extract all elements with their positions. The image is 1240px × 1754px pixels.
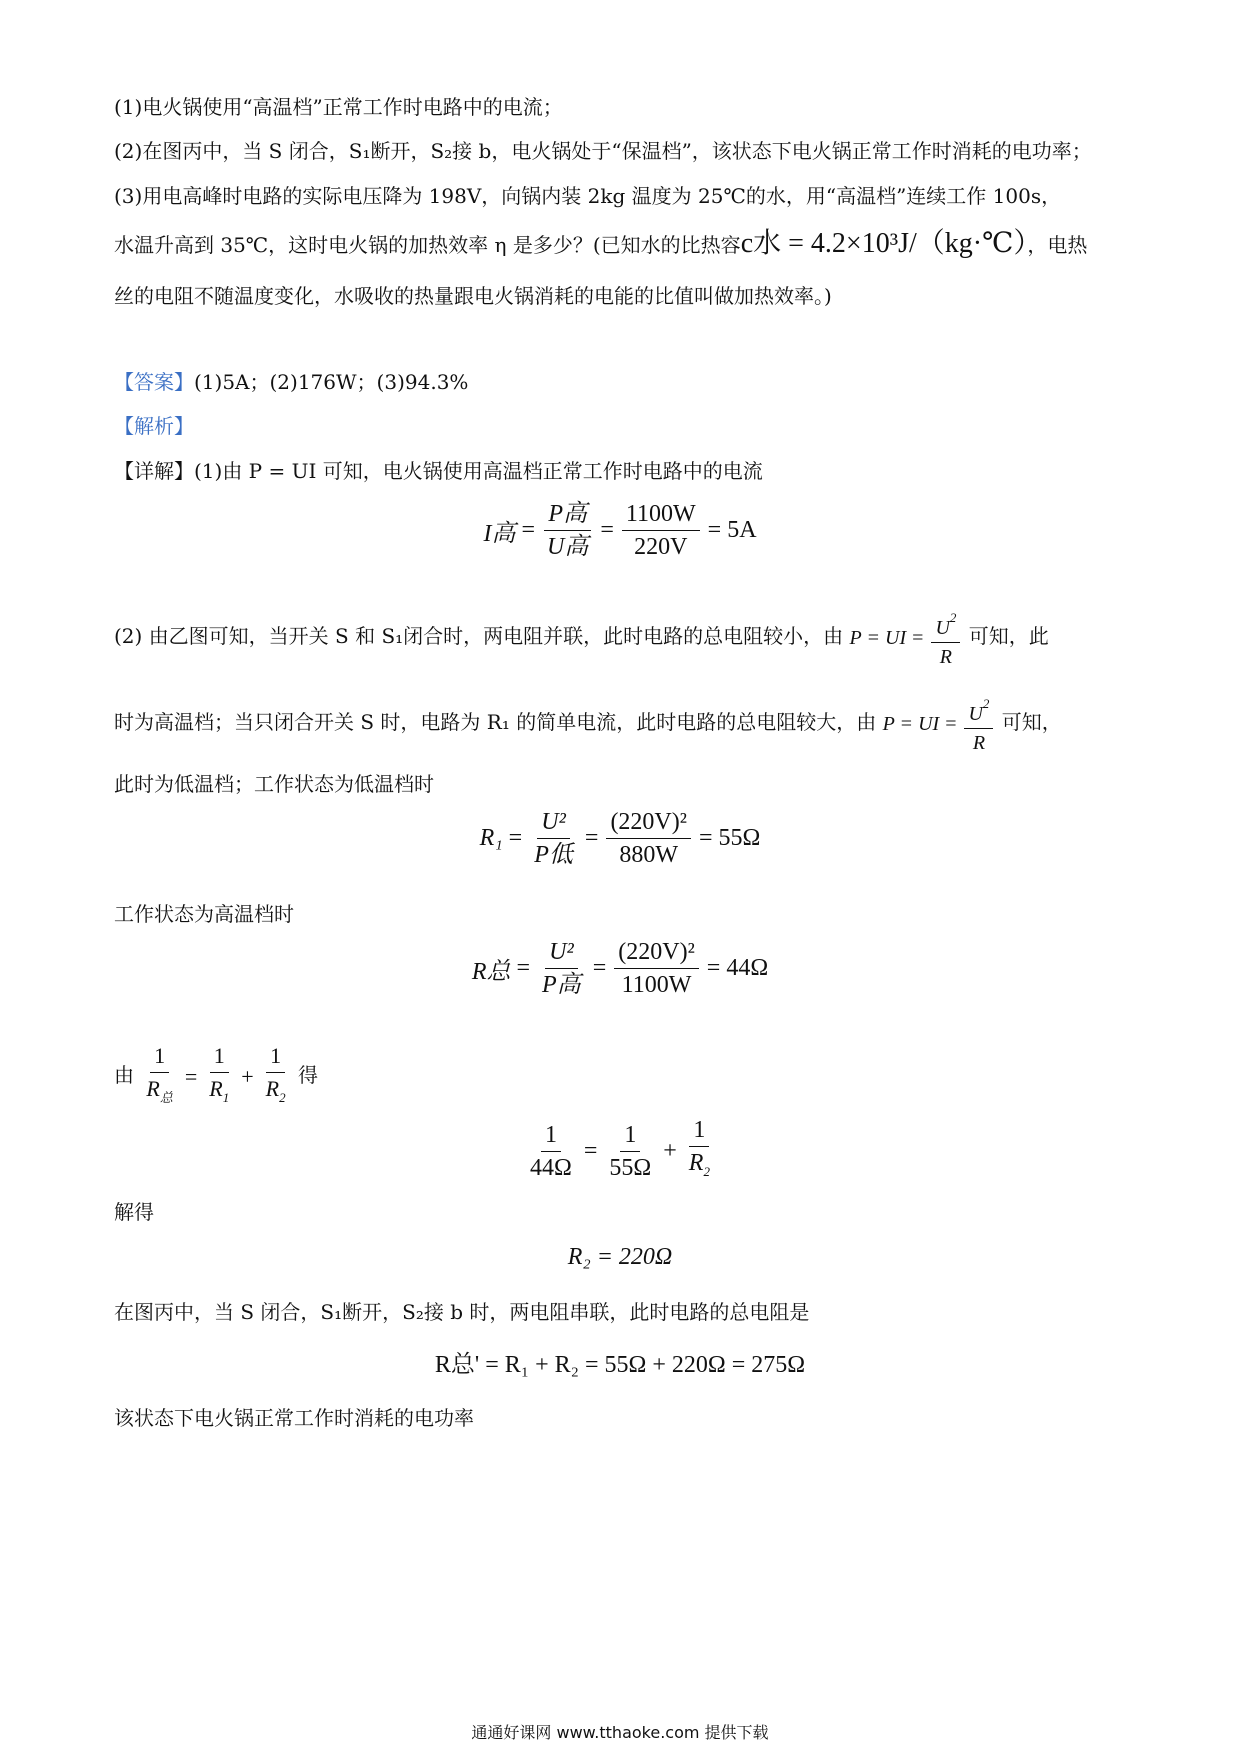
eq7-text: R总' = R₁ + R₂ = 55Ω + 220Ω = 275Ω <box>434 1352 806 1378</box>
answer-line <box>114 366 1130 398</box>
power-formula-inline-2: P = UI = $\frac{U^2}{R}$ <box>883 692 996 756</box>
eq3-denominator: P高 <box>542 972 581 998</box>
eq3-numerator: U² <box>545 938 578 969</box>
detail-line-1 <box>114 455 1130 487</box>
detail-line-3 <box>114 690 1130 756</box>
detail-text-2a: (2) 由乙图可知，当开关 S 和 S₁闭合时，两电阻并联，此时电路的总电阻较小，由 <box>114 624 844 648</box>
eq1-denominator-2: 220V <box>634 534 688 560</box>
specific-heat-formula: c水 = 4.2×10³J/（kg·℃） <box>740 228 1028 259</box>
detail-line-8: 在图丙中，当 S 闭合，S₁断开，S₂接 b 时，两电阻串联，此时电路的总电阻是 <box>114 1300 810 1324</box>
detail-line-4: 此时为低温档；工作状态为低温档时 <box>114 772 434 796</box>
equation-current: I高 = $\frac{\text{P高}}{\text{U高}}$ = $\frac{1100W}{220V}$ = 5A <box>483 501 757 560</box>
detail-text-6b: 得 <box>297 1063 318 1087</box>
equation-r-total: R总 = $\frac{\text{U²}}{\text{P高}}$ = $\frac{\text{(220V)²}}{1100W}$ = 44Ω <box>471 939 769 998</box>
detail-label: 【详解】 <box>114 459 194 483</box>
question-part-2: (2)在图丙中，当 S 闭合，S₁断开，S₂接 b，电火锅处于“保温档”，该状态下电火锅正常工作时消耗的电功率； <box>114 139 1092 163</box>
eq2-result: 55Ω <box>718 825 761 851</box>
detail-line-5: 工作状态为高温档时 <box>114 902 294 926</box>
question-part-3-tail: ，电热 <box>1027 233 1088 257</box>
equation-r1: R₁ = $\frac{\text{U²}}{\text{P低}}$ = $\frac{\text{(220V)²}}{880W}$ = 55Ω <box>479 809 761 868</box>
eq2-numerator-2: (220V)² <box>606 808 691 839</box>
eq2-lhs: R₁ <box>479 825 503 851</box>
eq2-denominator: P低 <box>534 842 573 868</box>
detail-text-3b: 可知， <box>1001 710 1062 734</box>
power-formula-inline-1: P = UI = $\frac{U^2}{R}$ <box>850 606 963 670</box>
detail-line-2 <box>114 604 1130 670</box>
eq1-numerator: P高 <box>544 500 591 531</box>
detail-text-6a: 由 <box>114 1063 134 1087</box>
eq3-lhs: R总 <box>471 959 511 985</box>
eq3-numerator-2: (220V)² <box>614 938 699 969</box>
footer-credit: 通通好课网 www.tthaoke.com 提供下载 <box>471 1723 769 1742</box>
detail-line-9: 该状态下电火锅正常工作时消耗的电功率 <box>114 1406 474 1430</box>
eq1-lhs: I高 <box>483 521 516 547</box>
eq2-numerator: U² <box>537 808 570 839</box>
equation-series-resistance <box>0 1344 1240 1379</box>
eq2-denominator-2: 880W <box>619 842 679 868</box>
parallel-resistance-formula: $\frac{1}{R_总}$ = $\frac{1}{R_1}$ + $\frac{1}{R_2}$ <box>146 1042 286 1105</box>
analysis-label: 【解析】 <box>114 414 194 438</box>
answer-text: (1)5A；(2)176W；(3)94.3% <box>194 370 469 394</box>
eq6-text: R₂ = 220Ω <box>567 1244 673 1270</box>
detail-line-6 <box>114 1040 1130 1112</box>
equation-parallel-values: $\frac{1}{44\Omega}$ = $\frac{1}{55\Omega}$ + $\frac{1}{R_2}$ <box>530 1117 710 1181</box>
eq3-denominator-2: 1100W <box>621 972 692 998</box>
eq1-numerator-2: 1100W <box>622 500 700 531</box>
question-part-3-text: 水温升高到 35℃，这时电火锅的加热效率 η 是多少？(已知水的比热容 <box>114 233 741 257</box>
detail-line-7: 解得 <box>114 1200 154 1224</box>
eq1-result: 5A <box>727 517 757 543</box>
eq1-denominator: U高 <box>547 534 589 560</box>
question-part-3-line-1: (3)用电高峰时电路的实际电压降为 198V，向锅内装 2kg 温度为 25℃的水，用“高温档”连续工作 100s， <box>114 184 1062 208</box>
equation-r2 <box>0 1244 1240 1271</box>
detail-text-1: (1)由 P = UI 可知，电火锅使用高温档正常工作时电路中的电流 <box>194 459 763 483</box>
detail-text-3a: 时为高温档；当只闭合开关 S 时，电路为 R₁ 的简单电流，此时电路的总电阻较大，由 <box>114 710 877 734</box>
answer-label: 【答案】 <box>114 370 194 394</box>
eq3-result: 44Ω <box>726 955 769 981</box>
question-part-3-line-2 <box>114 228 1130 261</box>
analysis-line <box>114 410 1130 442</box>
question-part-1: (1)电火锅使用“高温档”正常工作时电路中的电流； <box>114 95 563 119</box>
question-part-3-line-3: 丝的电阻不随温度变化，水吸收的热量跟电火锅消耗的电能的比值叫做加热效率。) <box>114 284 832 308</box>
detail-text-2b: 可知，此 <box>968 624 1049 648</box>
